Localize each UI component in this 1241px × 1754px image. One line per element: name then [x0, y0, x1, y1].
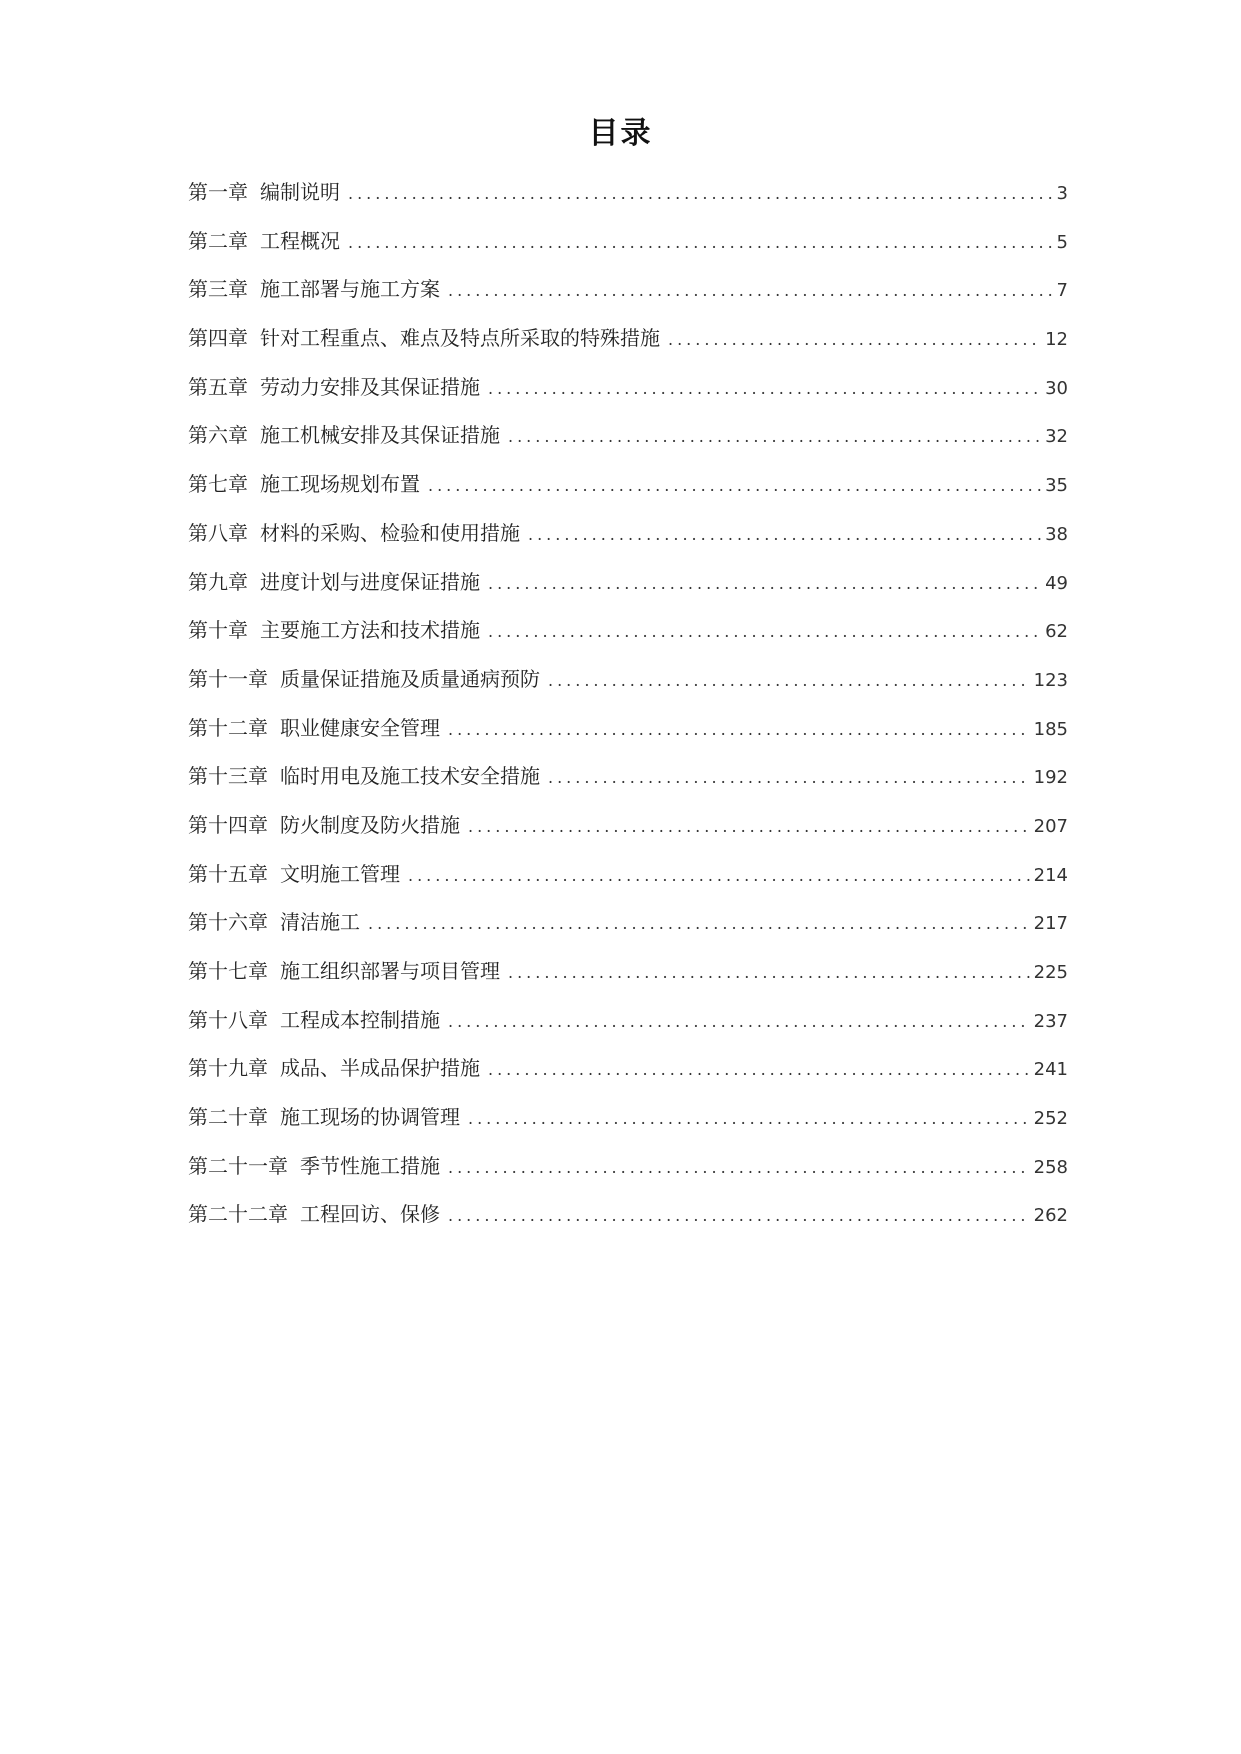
toc-chapter-title: 施工机械安排及其保证措施: [260, 423, 500, 448]
toc-entry-label: [188, 558, 480, 607]
toc-chapter-title: 质量保证措施及质量通病预防: [280, 666, 540, 691]
toc-chapter-number: 第二章: [188, 228, 248, 253]
toc-dot-leader: [488, 365, 1041, 414]
toc-chapter-title: 施工现场的协调管理: [280, 1105, 460, 1130]
toc-dot-leader: [448, 998, 1030, 1047]
toc-page-number: 237: [1033, 1010, 1068, 1032]
toc-chapter-number: 第三章: [188, 277, 248, 302]
toc-page-number: 3: [1056, 183, 1068, 204]
toc-page-number: 241: [1033, 1059, 1068, 1081]
toc-dot-leader: [408, 852, 1030, 901]
toc-entry[interactable]: [188, 411, 1068, 460]
toc-chapter-number: 第二十一章: [188, 1153, 288, 1178]
toc-entry-label: [188, 460, 420, 509]
toc-entry[interactable]: [188, 363, 1068, 412]
toc-entry-label: [188, 752, 540, 801]
toc-entry-label: [188, 1044, 480, 1093]
toc-entry[interactable]: [188, 704, 1068, 753]
toc-entry-label: [188, 411, 500, 460]
toc-chapter-number: 第十五章: [188, 861, 268, 886]
toc-chapter-number: 第十章: [188, 618, 248, 643]
toc-chapter-number: 第六章: [188, 423, 248, 448]
toc-chapter-number: 第五章: [188, 374, 248, 399]
toc-page-number: 32: [1045, 426, 1068, 448]
toc-dot-leader: [488, 560, 1041, 609]
toc-dot-leader: [508, 949, 1030, 998]
toc-chapter-number: 第十四章: [188, 812, 268, 837]
toc-page-number: 5: [1056, 231, 1068, 253]
toc-entry[interactable]: [188, 655, 1068, 704]
toc-chapter-number: 第十八章: [188, 1007, 268, 1032]
toc-page-number: 38: [1045, 523, 1068, 545]
toc-page-number: 192: [1033, 767, 1068, 789]
toc-dot-leader: [468, 803, 1030, 852]
toc-entry-label: [188, 898, 360, 947]
toc-page-number: 7: [1056, 280, 1068, 302]
toc-chapter-title: 材料的采购、检验和使用措施: [260, 520, 520, 545]
toc-chapter-number: 第十七章: [188, 959, 268, 983]
toc-chapter-title: 清洁施工: [280, 910, 360, 935]
toc-entry[interactable]: [188, 1142, 1068, 1191]
toc-page-number: 225: [1033, 962, 1068, 983]
toc-entry[interactable]: [188, 947, 1068, 996]
toc-entry[interactable]: [188, 606, 1068, 655]
toc-dot-leader: [448, 706, 1030, 755]
toc-entry-label: [188, 314, 660, 363]
toc-entry-label: [188, 947, 500, 996]
toc-page-number: 35: [1045, 475, 1068, 497]
toc-chapter-title: 成品、半成品保护措施: [280, 1056, 480, 1081]
toc-entry[interactable]: [188, 168, 1068, 217]
toc-dot-leader: [528, 511, 1041, 560]
toc-entry[interactable]: [188, 1190, 1068, 1239]
toc-entry[interactable]: [188, 752, 1068, 801]
toc-chapter-title: 针对工程重点、难点及特点所采取的特殊措施: [260, 326, 660, 351]
toc-chapter-title: 工程成本控制措施: [280, 1007, 440, 1032]
toc-entry[interactable]: [188, 801, 1068, 850]
toc-entry-label: [188, 1093, 460, 1142]
toc-entry-label: [188, 606, 480, 655]
toc-chapter-number: 第四章: [188, 326, 248, 351]
toc-entry-label: [188, 1142, 440, 1191]
toc-chapter-number: 第十一章: [188, 666, 268, 691]
toc-chapter-title: 施工部署与施工方案: [260, 277, 440, 302]
toc-entry[interactable]: [188, 509, 1068, 558]
toc-entry[interactable]: [188, 898, 1068, 947]
toc-entry-label: [188, 655, 540, 704]
toc-dot-leader: [448, 1192, 1030, 1241]
toc-chapter-number: 第十三章: [188, 764, 268, 789]
toc-page-number: 207: [1033, 815, 1068, 837]
toc-entry-label: [188, 363, 480, 412]
toc-entry[interactable]: [188, 1044, 1068, 1093]
toc-dot-leader: [488, 608, 1041, 657]
toc-chapter-number: 第十二章: [188, 715, 268, 740]
toc-chapter-title: 施工组织部署与项目管理: [280, 959, 500, 983]
toc-dot-leader: [508, 413, 1041, 462]
toc-entry-label: [188, 1190, 440, 1239]
toc-page-number: 258: [1033, 1156, 1068, 1178]
toc-entry-label: [188, 850, 400, 899]
toc-dot-leader: [548, 657, 1030, 706]
toc-chapter-title: 主要施工方法和技术措施: [260, 618, 480, 643]
toc-chapter-title: 临时用电及施工技术安全措施: [280, 764, 540, 789]
toc-page-number: 30: [1045, 377, 1068, 399]
toc-chapter-title: 劳动力安排及其保证措施: [260, 374, 480, 399]
toc-chapter-title: 施工现场规划布置: [260, 472, 420, 497]
toc-page-number: 62: [1045, 621, 1068, 643]
toc-entry[interactable]: [188, 314, 1068, 363]
toc-page-number: 123: [1033, 669, 1068, 691]
toc-chapter-title: 工程概况: [260, 228, 340, 253]
toc-dot-leader: [348, 219, 1053, 268]
toc-page-number: 252: [1033, 1108, 1068, 1130]
toc-chapter-title: 季节性施工措施: [300, 1153, 440, 1178]
toc-page-number: 214: [1033, 864, 1068, 886]
toc-entry[interactable]: [188, 265, 1068, 314]
toc-dot-leader: [448, 1144, 1030, 1193]
toc-entry-label: [188, 996, 440, 1045]
toc-entry-label: [188, 217, 340, 266]
toc-chapter-number: 第二十二章: [188, 1202, 288, 1227]
toc-entry[interactable]: [188, 217, 1068, 266]
toc-entry-label: [188, 265, 440, 314]
toc-chapter-number: 第七章: [188, 472, 248, 497]
toc-entry[interactable]: [188, 996, 1068, 1045]
toc-page-number: 49: [1045, 572, 1068, 594]
toc-chapter-title: 编制说明: [260, 180, 340, 204]
toc-dot-leader: [448, 267, 1053, 316]
toc-dot-leader: [488, 1046, 1030, 1095]
toc-chapter-title: 工程回访、保修: [300, 1202, 440, 1227]
toc-entry-label: [188, 801, 460, 850]
toc-entry-label: [188, 704, 440, 753]
toc-chapter-number: 第二十章: [188, 1105, 268, 1130]
toc-chapter-number: 第八章: [188, 520, 248, 545]
toc-dot-leader: [368, 900, 1030, 949]
toc-page-number: 217: [1033, 913, 1068, 935]
toc-entry[interactable]: [188, 460, 1068, 509]
toc-dot-leader: [468, 1095, 1030, 1144]
toc-entry[interactable]: [188, 850, 1068, 899]
toc-entry[interactable]: [188, 1093, 1068, 1142]
toc-page-number: 185: [1033, 718, 1068, 740]
toc-entry-label: [188, 509, 520, 558]
toc-dot-leader: [548, 754, 1030, 803]
toc-chapter-title: 防火制度及防火措施: [280, 812, 460, 837]
toc-chapter-number: 第一章: [188, 180, 248, 204]
toc-chapter-number: 第十六章: [188, 910, 268, 935]
toc-page-number: 262: [1033, 1205, 1068, 1227]
toc-chapter-title: 进度计划与进度保证措施: [260, 569, 480, 594]
toc-chapter-title: 职业健康安全管理: [280, 715, 440, 740]
toc-chapter-number: 第九章: [188, 569, 248, 594]
toc-chapter-number: 第十九章: [188, 1056, 268, 1081]
toc-dot-leader: [668, 316, 1041, 365]
toc-title: 目录: [588, 116, 653, 151]
toc-dot-leader: [428, 462, 1041, 511]
toc-dot-leader: [348, 170, 1053, 219]
toc-entry-label: [188, 168, 340, 217]
toc-entry[interactable]: [188, 558, 1068, 607]
toc-list: [188, 168, 1068, 1239]
toc-chapter-title: 文明施工管理: [280, 861, 400, 886]
toc-page-number: 12: [1045, 329, 1068, 351]
